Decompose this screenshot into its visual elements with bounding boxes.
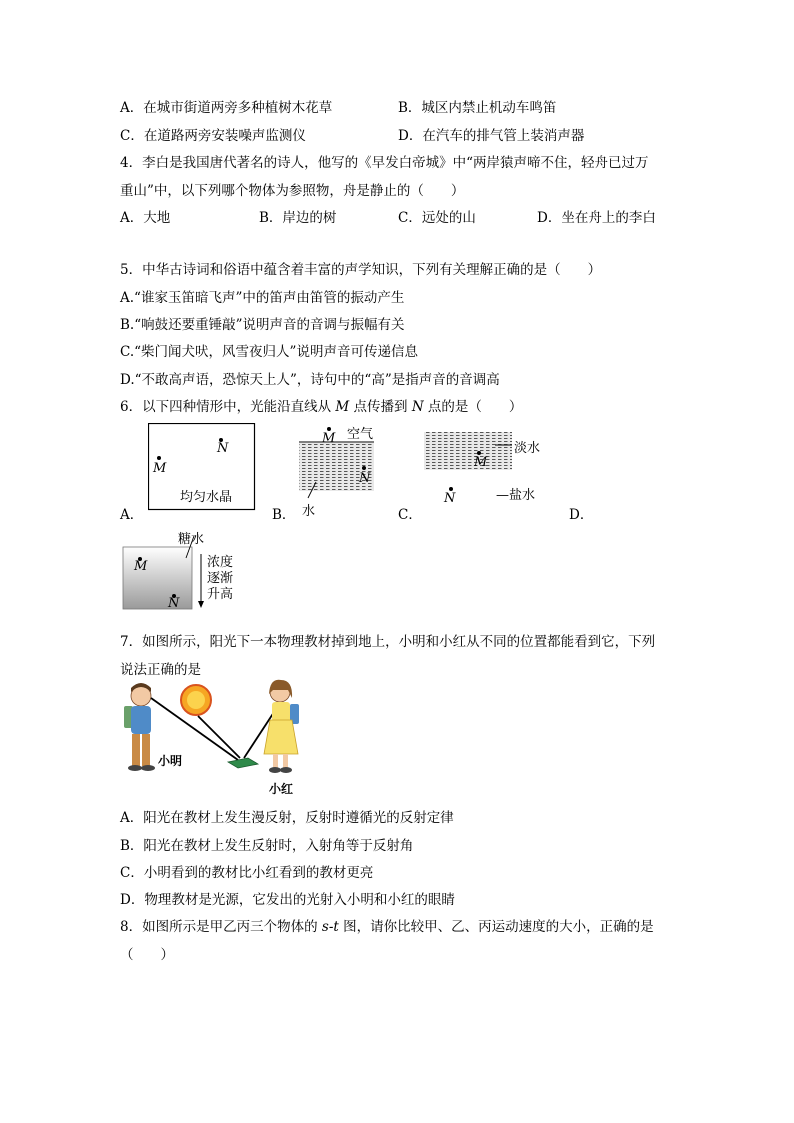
q4-option-a: A．大地 <box>120 210 171 226</box>
q6-stem-n: N <box>411 399 424 415</box>
down-arrow-icon <box>198 601 204 608</box>
q7-option-c: C．小明看到的教材比小红看到的教材更亮 <box>120 865 374 881</box>
q8-stem-text: 8．如图所示是甲乙丙三个物体的 <box>120 919 322 935</box>
q7-option-d: D．物理教材是光源，它发出的光射入小明和小红的眼睛 <box>120 892 455 908</box>
q4-stem-line1: 4．李白是我国唐代著名的诗人，他写的《早发白帝城》中“两岸猿声啼不住，轻舟已过万 <box>120 155 649 171</box>
book-icon <box>228 758 258 768</box>
q7-option-a: A．阳光在教材上发生漫反射，反射时遵循光的反射定律 <box>120 810 454 826</box>
point-m-a <box>157 456 161 460</box>
q4-option-d: D．坐在舟上的李白 <box>537 210 656 226</box>
sugar-water-region <box>123 547 192 609</box>
q3-option-c: C．在道路两旁安装噪声监测仪 <box>120 128 306 144</box>
q6-figure-b-air-label: 空气 <box>347 427 374 442</box>
q6-figure-d-conc-1: 浓度 <box>207 555 234 570</box>
q5-option-d: D.“不敢高声语，恐惊天上人”，诗句中的“高”是指声音的音调高 <box>120 372 500 388</box>
q6-figure-d-conc-3: 升高 <box>207 587 234 602</box>
q6-figure-c-salt-text: 盐水 <box>509 488 536 503</box>
q8-stem-line2: （ ） <box>120 947 174 963</box>
q6-figure-c-fresh-label: 淡水 <box>514 441 541 456</box>
q7-stem-line2: 说法正确的是 <box>120 662 201 678</box>
q6-stem-text-end: 点的是（ ） <box>423 399 523 415</box>
q6-figure-c-salt-label: —盐水 <box>496 488 536 503</box>
girl-figure <box>264 680 299 773</box>
q6-option-c: C． <box>398 507 422 523</box>
q6-stem-text-mid: 点传播到 <box>349 399 412 415</box>
q7-stem-line1: 7．如图所示，阳光下一本物理教材掉到地上，小明和小红从不同的位置都能看到它，下列 <box>120 634 656 650</box>
q6-figure-b-m-label: M <box>322 431 336 446</box>
q6-figure-a-caption: 均匀水晶 <box>180 490 233 505</box>
q6-figure-d-m-label: M <box>134 559 148 574</box>
q6-stem-m: M <box>335 399 350 415</box>
q6-option-d: D． <box>569 507 594 523</box>
fresh-water-region <box>424 432 512 470</box>
q6-figure-d-n-label: N <box>168 596 180 611</box>
q6-option-a: A． <box>120 507 144 523</box>
q8-st-label: s-t <box>321 919 339 935</box>
q4-option-c: C．远处的山 <box>398 210 476 226</box>
q3-option-d: D．在汽车的排气管上装消声器 <box>398 128 585 144</box>
q7-option-b: B．阳光在教材上发生反射时，入射角等于反射角 <box>120 838 414 854</box>
q6-figure-c-m-label: M <box>474 455 488 470</box>
boy-figure <box>124 683 155 771</box>
q7-figure-boy-label: 小明 <box>158 754 183 768</box>
q6-stem <box>120 395 522 415</box>
q8-stem-text-end: 图，请你比较甲、乙、丙运动速度的大小，正确的是 <box>338 919 654 935</box>
q5-stem: 5．中华古诗词和俗语中蕴含着丰富的声学知识，下列有关理解正确的是（ ） <box>120 262 602 278</box>
q5-option-c: C.“柴门闻犬吠，风雪夜归人”说明声音可传递信息 <box>120 344 418 360</box>
q6-figure-b-n-label: N <box>359 471 371 486</box>
q6-figure-a-m-label: M <box>153 461 167 476</box>
q6-stem-text: 6．以下四种情形中，光能沿直线从 <box>120 399 336 415</box>
q6-figure-a-n-label: N <box>217 441 229 456</box>
sun-icon <box>181 685 211 715</box>
q6-figure-d-sugar-label: 糖水 <box>178 532 205 547</box>
point-n-b <box>362 466 366 470</box>
q4-stem-line2: 重山”中，以下列哪个物体为参照物，舟是静止的（ ） <box>120 183 465 199</box>
q6-figure-d-conc-2: 逐渐 <box>207 571 234 586</box>
q6-option-b: B． <box>272 507 296 523</box>
q8-stem-line1 <box>120 915 654 935</box>
q4-option-b: B．岸边的树 <box>259 210 337 226</box>
q6-figure-b-water-label: 水 <box>302 504 316 519</box>
q6-figure-c-n-label: N <box>444 491 456 506</box>
q3-option-b: B．城区内禁止机动车鸣笛 <box>398 100 557 116</box>
q5-option-b: B.“响鼓还要重锤敲”说明声音的音调与振幅有关 <box>120 317 405 333</box>
q5-option-a: A.“谁家玉笛暗飞声”中的笛声由笛管的振动产生 <box>120 290 405 306</box>
q7-figure-girl-label: 小红 <box>269 782 294 796</box>
q3-option-a: A．在城市街道两旁多种植树木花草 <box>120 100 333 116</box>
